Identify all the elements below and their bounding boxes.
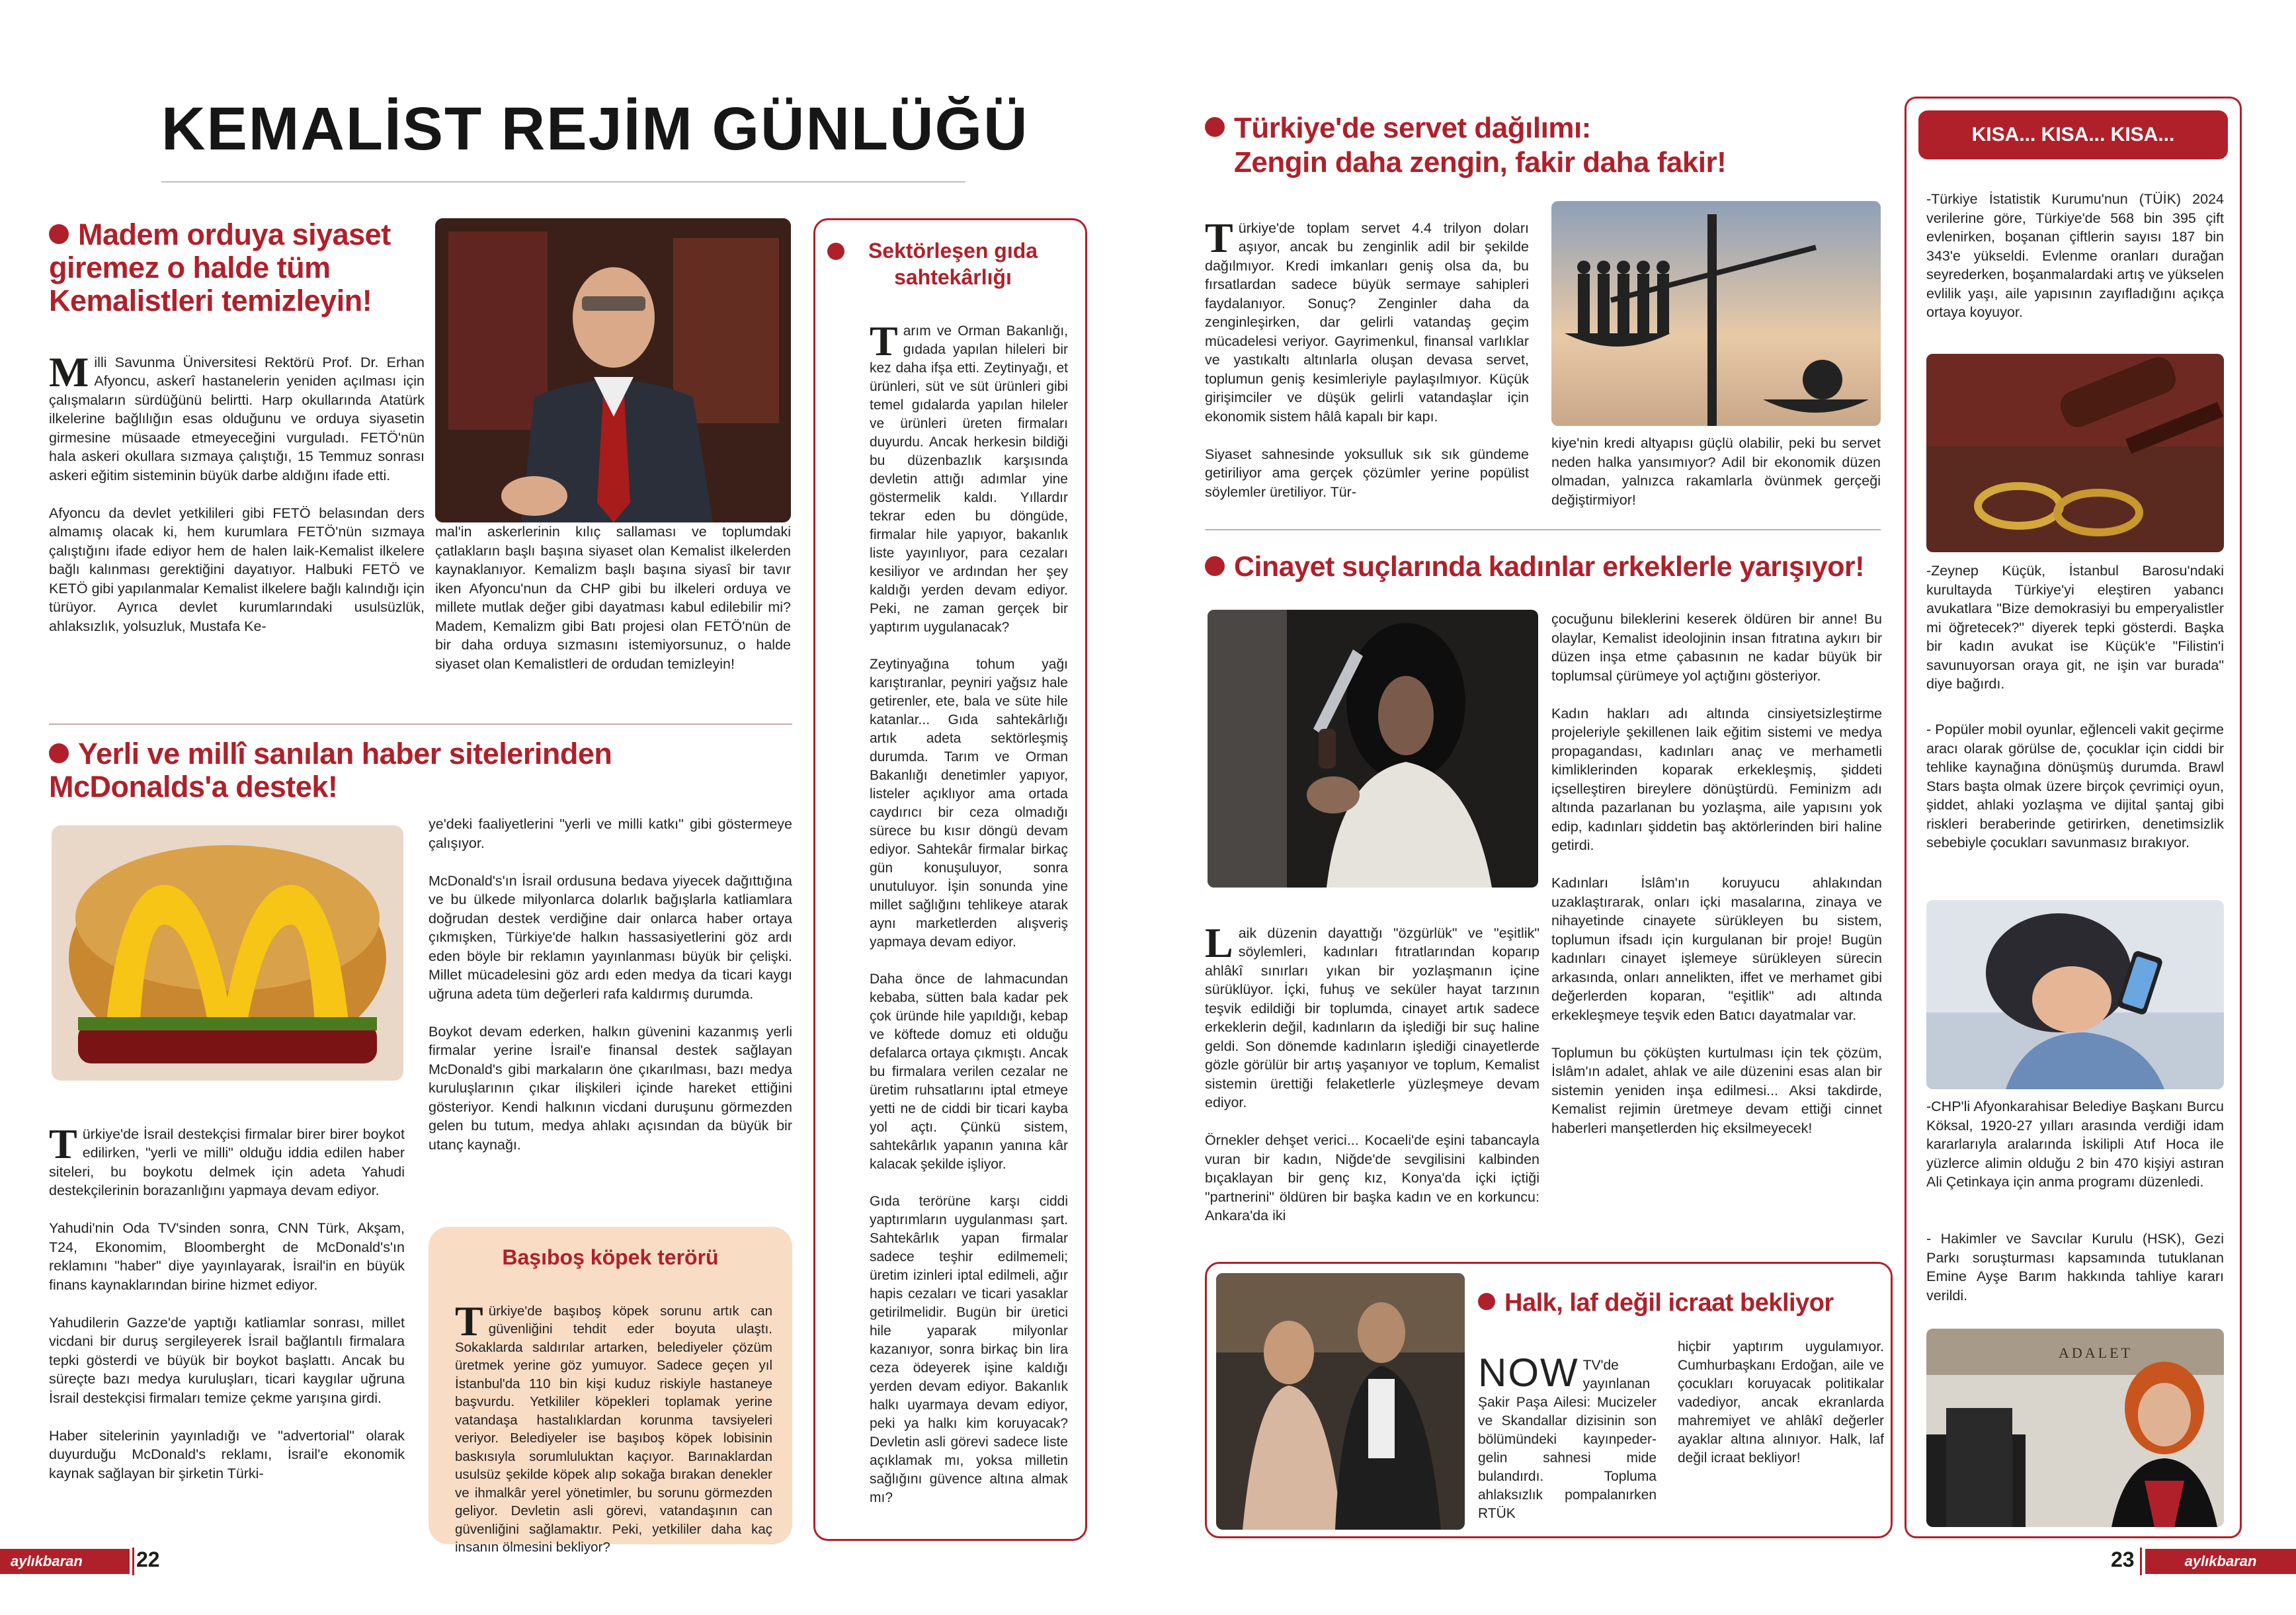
food-headline: Sektörleşen gıda sahtekârlığı [827,237,1079,290]
dropcap: T [49,1120,77,1167]
bullet-icon [1205,117,1225,137]
dropcap: L [1205,919,1233,966]
article1-col1: Milli Savunma Üniversitesi Rektörü Prof. Dr. Erhan Afyoncu, askerî hastanelerin yeniden açılması için çalışmaların sürdüğünü belirtti. Harp okullarında Atatürk ilkelerine bağlılığın esas olduğunu ve orduya siyasetin girmesine müsaade etmeyeceğini vurguladı. FETÖ'nün hala askeri okullara sızmaya çalıştığı, 15 Temmuz sonrası askeri eğitim sisteminin büyük darbe aldığını ifade etti. Afyoncu da devlet yetkilileri gibi FETÖ belasından ders almamış olacak ki, hem kurumlara FETÖ'nün sızmaya çalıştığını ifade ediyor hem de halen laik-Kemalist ilkelere bağlı kalınması gerektiğini dayatıyor. Halbuki FETÖ ve KETÖ gibi yapılanmalar Kemalist ilkelere bağlı kalındığı için türüyor. Ayrıca devlet kurumlarındaki usulsüzlük, ahlaksızlık, yolsuzluk, Mustafa Ke- [49,348,425,634]
dropcap: T [455,1297,483,1345]
man-speaking-image [435,218,791,522]
kisa-item-3: - Popüler mobil oyunlar, eğlenceli vakit geçirme aracı olarak görülse de, çocuklar için ciddi bir tehlike kaynağına dönüşmüş durumda. Brawl Stars başta olmak üzere birçok çevrimiçi oyun, şiddet, ahlaki yozlaşma ve dijital şantaj gibi riskleri beraberinde getirirken, denetimsizlik sebebiyle çocukları savunmasız bırakıyor. [1926,722,2224,850]
article2-col1: Türkiye'de İsrail destekçisi firmalar birer birer boykot edilirken, "yerli ve milli" olduğu iddia edilen haber siteleri, bu boykotu delmek için adeta Yahudi destekçilerinin borazanlığını yapmaya devam ediyor. Yahudi'nin Oda TV'sinden sonra, CNN Türk, Akşam, T24, Ekonomim, Bloomberght de McDonald's'ın reklamını "haber" diye yayınlayarak, İsrail'in en büyük finans kaynaklarından birine hizmet ediyor. Yahudilerin Gazze'de yaptığı katliamlar sonrası, millet vicdani bir duruş sergileyerek İsrail bağlantılı firmalara tepki gösterdi ve büyük bir boykot başlattı. Ancak bu süreçte bazı medya kuruluşları, ticari kaygılar uğruna İsrail destekçisi firmaları temize çekme yarışına girdi. Haber sitelerinin yayınladığı ve "advertorial" olarak duyurduğu McDonald's reklamı, İsrail'e ekonomik kaynak sağlayan bir şirketin Türki- [49,1120,405,1481]
footer-brand-right: aylıkbaran [2145,1549,2296,1574]
kisa-item-1: -Türkiye İstatistik Kurumu'nun (TÜİK) 2024 verilerine göre, Türkiye'de 568 bin 395 çift evlenirken, boşanan çiftlerin sayısı 187 bin 343'e yükseldi. Evlenme oranları durağan seyrederken, boşanmalardaki artış ve yükselen evlilik yaşı, aile yapısının zayıfladığını açıkça ortaya koyuyor. [1926,191,2224,320]
adalet-sign: ADALET [2059,1345,2133,1361]
dogs-box [429,1227,792,1555]
gavel-rings-image [1926,354,2224,552]
article2-col2: ye'deki faaliyetlerini "yerli ve milli katkı" gibi göstermeye çalışıyor. McDonald's'ın İsrail ordusuna bedava yiyecek dağıttığına ve bu ülkede milyonlarca dolarlık bağışlarla katliamlara doğrudan destek verdiğine dair onlarca haber ortaya çıkmışken, Türkiye'de halkın hassasiyetlerini göz ardı eden böyle bir reklamın yayınlanması büyük bir çelişki. Millet mücadelesini göz ardı eden medya da ticari kaygı uğruna adeta tüm değerleri rafa kaldırmış durumda. Boykot devam ederken, halkın güvenini kazanmış yerli firmalar yerine İsrail'e finansal destek sağlayan McDonald's gibi markaların öne çıkarılması, bazı medya kuruluşlarının çıkar ilişkileri içinde hareket ettiğini gösteriyor. Kendi halkının vicdani duruşunu görmezden gelen bu tutum, medya ahlakı açısından da büyük bir utanç kaynağı. [429,816,792,1153]
kisa-item-4: -CHP'li Afyonkarahisar Belediye Başkanı Burcu Köksal, 1920-27 yılları arasında verdiği idam kararlarıyla aralarında İskilipli Atıf Hoca ile yüzlerce alimin olduğu 2 bin 470 kişiyi astıran Ali Çetinkaya için anma programı düzenledi. [1926,1098,2224,1190]
page-number-left: 22 [136,1548,160,1571]
halk-col2: hiçbir yaptırım uygulamıyor. Cumhurbaşkanı Erdoğan, aile ve çocukları koruyacak politikalar vadediyor, ancak ekranlarda mahremiyet ve ahlâkî değerler ayaklar altına alınıyor. Halk, laf değil icraat bekliyor! [1678,1339,1884,1466]
bullet-icon [49,743,69,763]
dropcap: T [870,317,898,364]
bullet-icon [1478,1293,1495,1310]
dropcap: T [1205,214,1233,261]
wealth-photo [1551,201,1881,426]
kisa-box [1905,97,2242,1538]
wealth-headline: Türkiye'de servet dağılımı: Zengin daha zengin, fakir daha fakir! [1205,111,1866,180]
wealth-col2: kiye'nin kredi altyapısı güçlü olabilir, peki bu servet neden halka yansımıyor? Adil bir ekonomik düzen olmadan, yalnızca rakamlarla övünmek gerçeği değiştirmiyor! [1551,435,1881,508]
food-text: Tarım ve Orman Bakanlığı, gıdada yapılan hileleri bir kez daha ifşa etti. Zeytinyağı, et ürünleri, süt ve süt ürünleri gibi temel gıdalarda yapılan hileler ve ürünleri üreten firmaları duyurdu. Ancak herkesin bildiği bu düzenbazlık karşısında devletin attığı adımlar yine göstermelik kaldı. Yıllardır tekrar eden bu döngüde, firmalar hile yapıyor, bakanlık liste yayınlıyor, para cezaları kesiliyor ve ardından her şey kaldığı yerden devam ediyor. Peki, ne zaman gerçek bir yaptırım uygulanacak? Zeytinyağına tohum yağı karıştıranlar, peyniri yağsız hale getirenler, ete, bala ve süte hile katanlar... Gıda sahtekârlığı artık adeta sektörleşmiş durumda. Tarım ve Orman Bakanlığı denetimler yapıyor, listeler açıklıyor ama ortada caydırıcı bir ceza olmadığı sürece bu kısır döngü devam ediyor. Sahtekâr firmalar birkaç gün konuşuluyor, sonra unutuluyor. İşin sonunda yine millet sağlığını tehlikeye atarak aynı marketlerden alışveriş yapmaya devam ediyor. Daha önce de lahmacundan kebaba, sütten bala kadar pek çok üründe hile yapıldığı, kebap ve köftede domuz eti olduğu defalarca ortaya çıkmıştı. Ancak bu firmalara verilen cezalar ne üretim ruhsatlarını iptal etmeye yetti ne de ciddi bir ticari kayba yol açtı. Çünkü sistem, sahtekârlık yapanın yanına kâr kalacak şekilde işliyor. Gıda terörüne karşı ciddi yaptırımların uygulanması şart. Sahtekârlık yapan firmalar sadece teşhir edilmemeli; üretim izinleri iptal edilmeli, ağır hapis cezaları ve ticari yasaklar getirilmelidir. Bugün bir üretici hile yaparak milyonlar kazanıyor, sonra birkaç bin lira ceza ödeyerek işine kaldığı yerden devam ediyor. Bakanlık halkı uyarmaya devam ediyor, peki ya halkı kim koruyacak? Devletin asli görevi sadece liste açıklamak mı, yoksa milletin sağlığını güvence altına almak mı? [870,317,1068,1505]
bullet-icon [49,224,69,244]
footer-rule-right [2140,1548,2142,1575]
halk-box [1205,1262,1893,1538]
dogs-headline: Başıboş köpek terörü [502,1245,719,1269]
mcdonalds-photo [52,825,403,1081]
crime-headline: Cinayet suçlarında kadınlar erkeklerle yarışıyor! [1205,550,1906,583]
halk-dropcap: NOW [1478,1350,1579,1395]
tv-series-photo [1216,1273,1465,1530]
article1-headline: Madem orduya siyaset giremez o halde tüm Kemalistleri temizleyin! [49,218,391,317]
afyoncu-photo [435,218,791,522]
halk-headline: Halk, laf değil icraat bekliyor [1478,1286,1888,1319]
tv-scene-image [1216,1273,1465,1530]
food-box [813,218,1087,1541]
halk-col1: NOW TV'de yayınlanan Şakir Paşa Ailesi: Mucizeler ve Skandallar dizisinin son bölümündeki kayınpeder-gelin sahnesi mide bulandırdı. Topluma ahlaksızlık pompalanırken RTÜK [1478,1350,1657,1521]
court-photo [1926,1329,2224,1527]
child-with-phone-image [1926,900,2224,1089]
left-page-title: KEMALİST REJİM GÜNLÜĞÜ [161,95,1029,163]
footer-rule-left [132,1548,134,1575]
kisa-item-5: - Hakimler ve Savcılar Kurulu (HSK), Gezi Parkı soruşturması kapsamında tutuklanan Emine Ayşe Barım hakkında tahliye kararı verildi. [1926,1231,2224,1304]
dogs-text: Türkiye'de başıboş köpek sorunu artık can güvenliğini tehdit eder boyuta ulaştı. Sokaklarda saldırılar artarken, belediyeler çözüm üretmek yerine göz yumuyor. Sadece geçen yıl İstanbul'da 110 bin kişi kuduz riskiyle hastaneye başvurdu. Yetkililer köpekleri toplamak yerine vatandaşa hastalıklardan korunma tavsiyeleri veriyor. Belediyeler ise başıboş köpek lobisinin baskısıyla sorumluluktan kaçıyor. Barınaklardan usulsüz şekilde köpek alıp sokağa bırakan denekler ve ihmalkâr yerel yönetimler, bu sorunu görmezden geliyor. Devletin asli görevi, vatandaşının can güvenliğini sağlamaktır. Peki, yetkililer daha kaç insanın ölmesini bekliyor? [455,1297,772,1555]
article1-col2: mal'in askerlerinin kılıç sallaması ve toplumdaki çatlakların başlı başına siyaset olan Kemalist ilkelerden kaynaklanıyor. Kemalizm başlı başına siyasî bir tavır iken Afyoncu'nun da CHP gibi bu ilkeleri orduya ve millete mutlak değer gibi dayatması kabul edilebilir mi? Madem, Kemalizm gibi Batı projesi olan FETÖ'nün de bir daha orduya sızmasını istemiyorsunuz, o halde siyaset olan Kemalistleri de ordudan temizleyin! [435,524,791,672]
page-number-right: 23 [2111,1548,2135,1571]
wealth-col1: Türkiye'de toplam servet 4.4 trilyon doları aşıyor, ancak bu zenginlik adil bir şekilde dağılmıyor. Kredi imkanları geniş olsa da, bu fırsatlardan sadece büyük sermaye sahipleri faydalanıyor. Sonuç? Zenginler daha da zenginleşirken, dar gelirli vatandaş geçim mücadelesi veriyor. Gayrimenkul, finansal varlıklar ve yastıkaltı altınlarla oluşan devasa servet, toplumun geniş kesimleriyle paylaşılmıyor. Küçük girişimciler ve düşük gelirli vatandaşlar için ekonomik sistem hâlâ kapalı bir kapı. Siyaset sahnesinde yoksulluk sık sık gündeme getiriliyor ama gerçek çözümler yerine popülist söylemler üretiliyor. Tür- [1205,214,1529,500]
bullet-icon [827,243,844,260]
scale-image [1551,201,1881,426]
child-phone-photo [1926,900,2224,1089]
article2-headline: Yerli ve millî sanılan haber sitelerinden McDonalds'a destek! [49,737,612,804]
woman-with-knife-image [1208,610,1538,888]
crime-photo [1208,610,1538,888]
bullet-icon [1205,556,1225,576]
divider [49,724,792,725]
wedding-rings-photo [1926,354,2224,552]
dropcap: M [49,348,89,395]
burger-logo-image [52,825,403,1081]
divider [1205,529,1881,530]
crime-col2: çocuğunu bileklerini keserek öldüren bir anne! Bu olaylar, Kemalist ideolojinin insan fıtratına aykırı bir düzen inşa etme çabasının ne kadar büyük bir toplumsal çürümeye yol açtığını gösteriyor. Kadın hakları adı altında cinsiyetsizleştirme projeleriyle şekillenen laik eğitim sistemi ve medya propagandası, kadınları anaç ve merhametli kimliklerinden koparak erkekleşmiş, şiddeti içselleştiren bireylere dönüştürdü. Feminizm adı altında pazarlanan bu yozlaşma, aile yapısını yok edip, kadınları şiddetin baş aktörlerinden biri haline getirdi. Kadınları İslâm'ın koruyucu ahlakından uzaklaştırarak, onları içki masalarına, zinaya ve nihayetinde cinayete sürükleyen bu sistem, toplumun ifsadı için kurgulanan bir proje! Bugün kadınları cinayet işlemeye sürükleyen sürecin arkasında, onları annelikten, iffet ve merhamet gibi değerlerden koparan, "eşitlik" adı altında erkekleşmeye teşvik eden Batıcı dayatmalar var. Toplumun bu çöküşten kurtulması için tek çözüm, İslâm'ın adalet, ahlak ve aile düzenini esas alan bir sistemin yeniden inşa edilmesi... Aksi takdirde, Kemalist rejimin üretmeye devam ettiği cinnet haberleri manşetlerden hiç eksilmeyecek! [1551,611,1882,1136]
crime-col1: Laik düzenin dayattığı "özgürlük" ve "eşitlik" söylemleri, kadınları fıtratlarından koparıp ahlâkî sınırları yıkan bir yozlaşmanın içine sürüklüyor. İçki, fuhuş ve seküler hayat tarzının teşvik edildiği bir toplumda, cinayet artık sadece erkeklerin değil, kadınların da işlediği bir suç haline geldi. Son dönemde kadınların işlediği cinayetlerde gözle görülür bir artış yaşanıyor ve toplum, Kemalist sistemin ürettiği felaketlerle yüzleşmeye devam ediyor. Örnekler dehşet verici... Kocaeli'de eşini tabancayla vuran bir kadın, Niğde'de sevgilisini kalbinden bıçaklayan bir genç kız, Konya'da içki içtiği "partnerini" öldüren bir başka kadın ve en korkuncu: Ankara'da iki [1205,919,1539,1223]
footer-brand-left: aylıkbaran [0,1549,130,1574]
title-rule [161,181,965,183]
kisa-header: KISA... KISA... KISA... [1918,110,2228,159]
kisa-item-2: -Zeynep Küçük, İstanbul Barosu'ndaki kurultayda Türkiye'yi eleştiren yabancı avukatlara "Bize demokrasiyi bu emperyalistler mi öğretecek?" diyerek tepki gösterdi. Başka bir kadın avukat ise Küçük'e "Filistin'i savunuyorsan oraya git, ne işin var burada" diye bağırdı. [1926,563,2224,692]
